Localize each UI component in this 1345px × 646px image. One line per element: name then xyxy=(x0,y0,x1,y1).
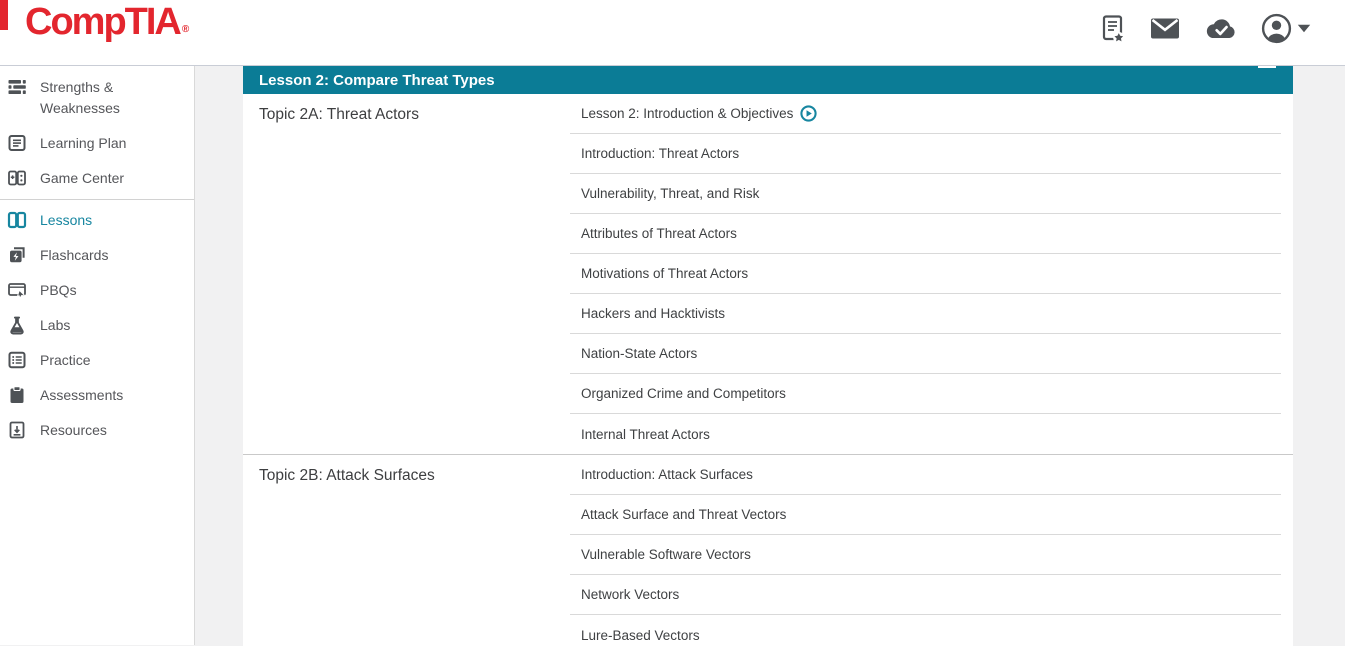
sidebar-item-label: Resources xyxy=(40,422,107,438)
play-icon[interactable] xyxy=(800,105,817,122)
lesson-item-row[interactable] xyxy=(570,495,1281,535)
topic-item-list xyxy=(570,94,1281,454)
topic-list xyxy=(243,94,1293,646)
lesson-item-label: Network Vectors xyxy=(581,587,680,602)
sidebar-item-learning-plan[interactable] xyxy=(0,126,194,161)
logo-text: CompTIA xyxy=(25,1,180,43)
sidebar-item-label: Lessons xyxy=(40,212,93,228)
learning-plan-icon xyxy=(7,133,27,153)
pbqs-icon xyxy=(7,280,27,300)
lesson-item-row[interactable] xyxy=(570,334,1281,374)
account-icon xyxy=(1261,13,1292,44)
lesson-item-label: Attack Surface and Threat Vectors xyxy=(581,507,787,522)
topic-title: Topic 2B: Attack Surfaces xyxy=(259,467,435,484)
lesson-item-row[interactable] xyxy=(570,294,1281,334)
sidebar-divider xyxy=(0,199,194,200)
lesson-item-label: Motivations of Threat Actors xyxy=(581,266,749,281)
red-edge-accent xyxy=(0,0,8,30)
comptia-logo[interactable] xyxy=(25,0,190,54)
lesson-item-label: Hackers and Hacktivists xyxy=(581,306,726,321)
topic-item-list xyxy=(570,455,1281,646)
caret-down-icon xyxy=(1297,24,1311,33)
sidebar-item-game-center[interactable] xyxy=(0,161,194,196)
practice-icon xyxy=(7,350,27,370)
top-header xyxy=(0,0,1345,66)
lesson-card xyxy=(243,66,1293,646)
account-button[interactable] xyxy=(1261,13,1311,44)
strengths-icon xyxy=(7,77,27,97)
sidebar-item-strengths-weaknesses[interactable] xyxy=(0,70,194,126)
sidebar-item-lessons[interactable] xyxy=(0,203,194,238)
lesson-item-label: Organized Crime and Competitors xyxy=(581,386,786,401)
header-icon-group xyxy=(1100,13,1311,44)
content-area xyxy=(0,66,1345,645)
sidebar-item-label: Assessments xyxy=(40,387,124,403)
lesson-title: Lesson 2: Compare Threat Types xyxy=(259,71,495,89)
sidebar-item-label: Flashcards xyxy=(40,247,109,263)
lesson-item-label: Attributes of Threat Actors xyxy=(581,226,737,241)
lesson-item-row[interactable] xyxy=(570,174,1281,214)
sidebar-item-resources[interactable] xyxy=(0,413,194,448)
lesson-item-label: Nation-State Actors xyxy=(581,346,698,361)
sidebar-item-label: Labs xyxy=(40,317,71,333)
resources-icon xyxy=(7,420,27,440)
sidebar-item-pbqs[interactable] xyxy=(0,273,194,308)
topic-title: Topic 2A: Threat Actors xyxy=(259,106,419,123)
lesson-item-row[interactable] xyxy=(570,374,1281,414)
transcript-button[interactable] xyxy=(1100,14,1126,44)
lesson-item-label: Introduction: Attack Surfaces xyxy=(581,467,753,482)
transcript-icon xyxy=(1100,14,1126,44)
lesson-item-row[interactable] xyxy=(570,455,1281,495)
labs-icon xyxy=(7,315,27,335)
sidebar xyxy=(0,66,195,645)
sidebar-item-assessments[interactable] xyxy=(0,378,194,413)
mail-button[interactable] xyxy=(1150,17,1180,40)
lesson-item-row[interactable] xyxy=(570,414,1281,454)
mail-icon xyxy=(1150,17,1180,40)
lessons-icon xyxy=(7,210,27,230)
sidebar-item-label: Strengths & Weaknesses xyxy=(40,79,120,116)
lesson-item-row[interactable] xyxy=(570,94,1281,134)
sidebar-item-label: Practice xyxy=(40,352,91,368)
cloud-sync-icon xyxy=(1204,17,1237,41)
topic-section xyxy=(243,455,1293,646)
topic-section xyxy=(243,94,1293,455)
flashcards-icon xyxy=(7,245,27,265)
registered-mark: ® xyxy=(181,24,190,35)
lesson-header-bar[interactable] xyxy=(243,66,1293,94)
sidebar-item-practice[interactable] xyxy=(0,343,194,378)
game-center-icon xyxy=(7,168,27,188)
lesson-item-label: Internal Threat Actors xyxy=(581,426,710,442)
sidebar-item-labs[interactable] xyxy=(0,308,194,343)
sidebar-item-label: Learning Plan xyxy=(40,135,127,151)
lesson-item-label: Vulnerable Software Vectors xyxy=(581,547,751,562)
lesson-item-row[interactable] xyxy=(570,134,1281,174)
cloud-sync-button[interactable] xyxy=(1204,17,1237,41)
lesson-item-label: Lesson 2: Introduction & Objectives xyxy=(581,106,794,121)
assessments-icon xyxy=(7,385,27,405)
lesson-item-row[interactable] xyxy=(570,214,1281,254)
sidebar-item-flashcards[interactable] xyxy=(0,238,194,273)
lesson-item-row[interactable] xyxy=(570,575,1281,615)
lesson-item-row[interactable] xyxy=(570,254,1281,294)
main-panel xyxy=(195,66,1345,645)
lesson-item-label: Introduction: Threat Actors xyxy=(581,146,740,161)
lesson-item-row[interactable] xyxy=(570,615,1281,646)
sidebar-item-label: Game Center xyxy=(40,170,125,186)
lesson-item-row[interactable] xyxy=(570,535,1281,575)
sidebar-item-label: PBQs xyxy=(40,282,77,298)
lesson-item-label: Lure-Based Vectors xyxy=(581,627,700,643)
lesson-item-label: Vulnerability, Threat, and Risk xyxy=(581,186,760,201)
